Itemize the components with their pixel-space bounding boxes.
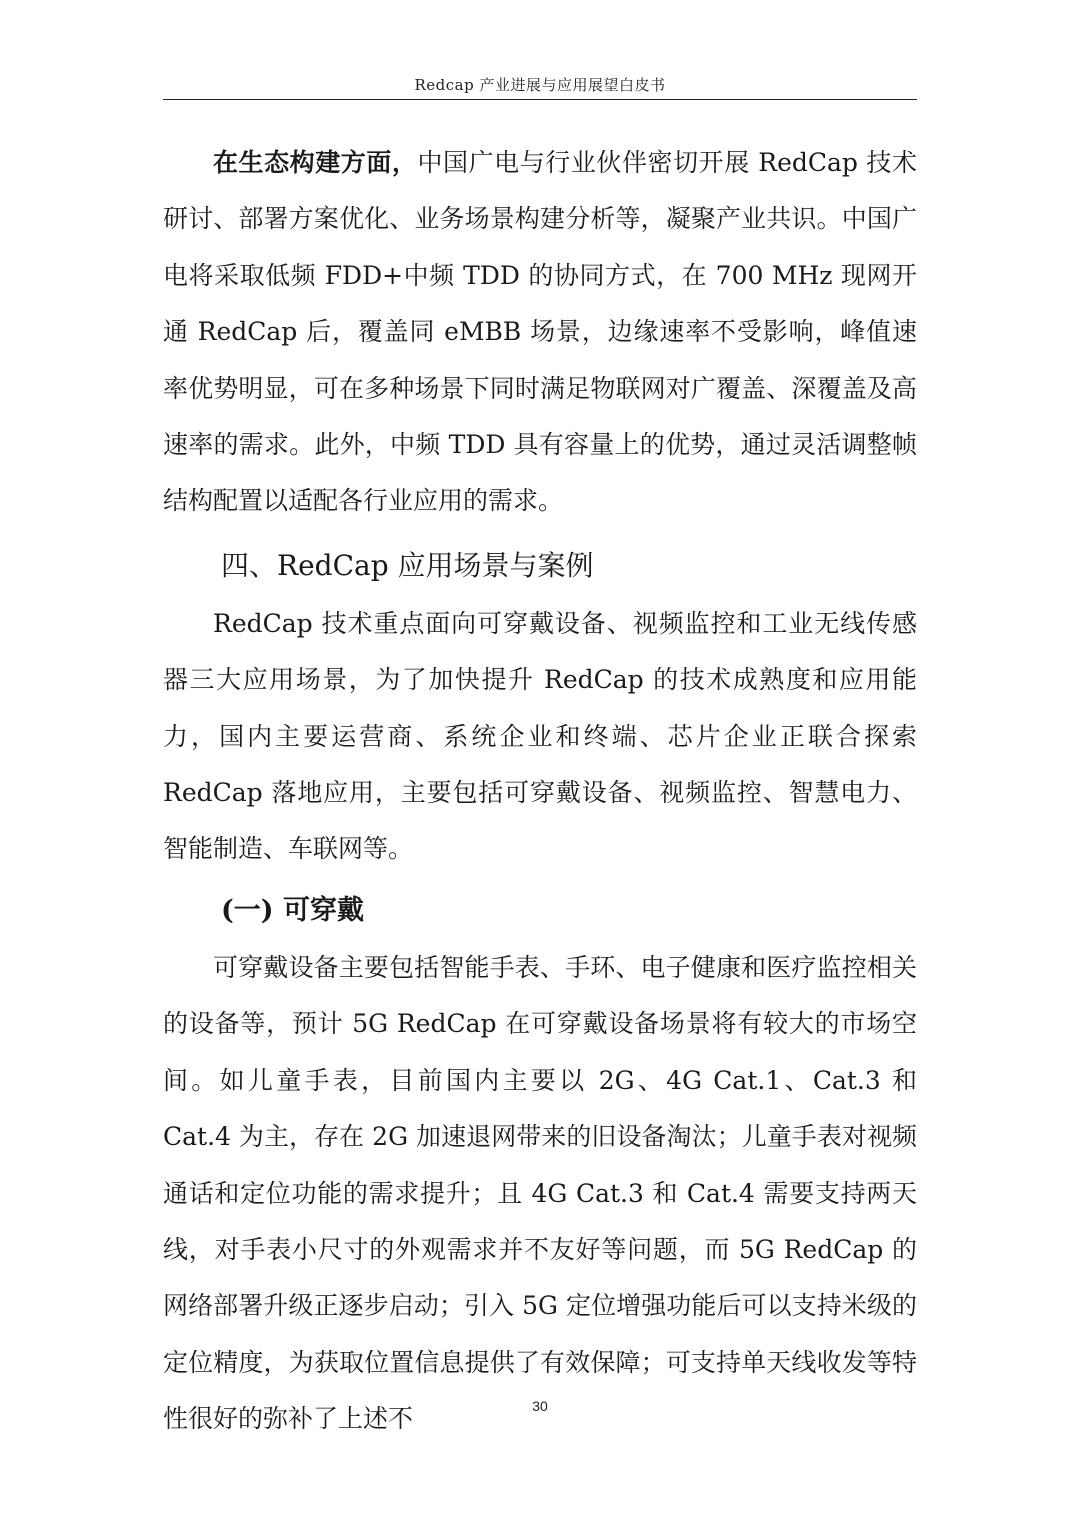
section-heading-four: 四、RedCap 应用场景与案例	[221, 548, 594, 582]
paragraph-wearable: 可穿戴设备主要包括智能手表、手环、电子健康和医疗监控相关的设备等，预计 5G RedCap 在可穿戴设备场景将有较大的市场空间。如儿童手表，目前国内主要以 2G、4G Cat.1、Cat.3 和 Cat.4 为主，存在 2G 加速退网带来的旧设备淘汰；儿童手表对视频通话和定位功能的需求提升；且 4G Cat.3 和 Cat.4 需要支持两天线，对手表小尺寸的外观需求并不友好等问题，而 5G RedCap 的网络部署升级正逐步启动；引入 5G 定位增强功能后可以支持米级的定位精度，为获取位置信息提供了有效保障；可支持单天线收发等特性很好的弥补了上述不	[163, 952, 917, 1434]
page-number: 30	[532, 1398, 548, 1414]
subsection-heading-wearable: (一) 可穿戴	[221, 894, 364, 926]
header-divider	[163, 99, 917, 100]
running-header: Redcap 产业进展与应用展望白皮书	[414, 76, 666, 94]
paragraph-scenarios: RedCap 技术重点面向可穿戴设备、视频监控和工业无线传感器三大应用场景，为了加快提升 RedCap 的技术成熟度和应用能力，国内主要运营商、系统企业和终端、芯片企业正联合探索 RedCap 落地应用，主要包括可穿戴设备、视频监控、智慧电力、智能制造、车联网等。	[163, 608, 917, 864]
paragraph-lead-bold: 在生态构建方面，	[213, 148, 418, 177]
paragraph-ecosystem	[163, 135, 917, 530]
page-content	[163, 135, 917, 1448]
paragraph-ecosystem-text: 中国广电与行业伙伴密切开展 RedCap 技术研讨、部署方案优化、业务场景构建分析等，凝聚产业共识。中国广电将采取低频 FDD+中频 TDD 的协同方式，在 700 MHz 现网开通 RedCap 后，覆盖同 eMBB 场景，边缘速率不受影响，峰值速率优势明显，可在多种场景下同时满足物联网对广覆盖、深覆盖及高速率的需求。此外，中频 TDD 具有容量上的优势，通过灵活调整帧结构配置以适配各行业应用的需求。	[163, 148, 917, 516]
